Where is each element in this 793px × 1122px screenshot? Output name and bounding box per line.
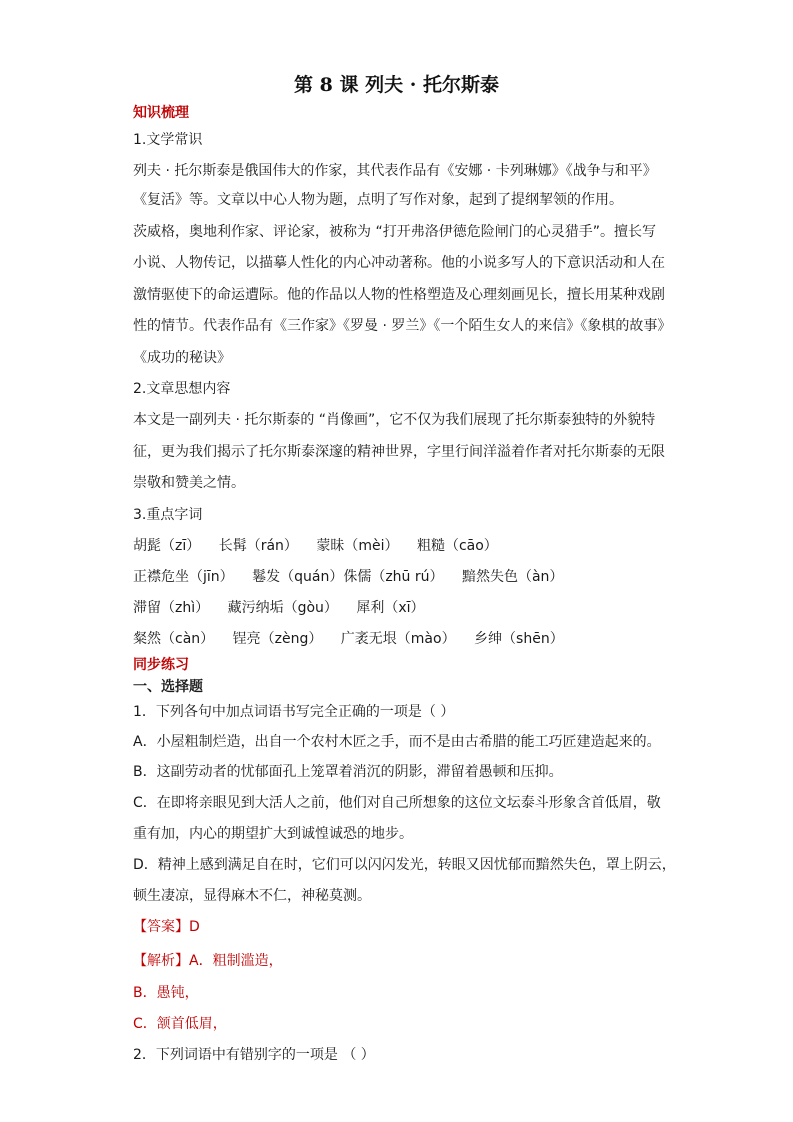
page-title: 第 8 课 列夫 · 托尔斯泰: [294, 74, 499, 96]
vocab-row: [133, 537, 512, 555]
paragraph-line: 小说、人物传记，以描摹人性化的内心冲动著称。他的小说多写人的下意识活动和人在: [133, 255, 665, 271]
question-1-option-a: A．小屋粗制烂造，出自一个农村木匠之手，而不是由古希腊的能工巧匠建造起来的。: [133, 734, 661, 750]
paragraph-line: 《成功的秘诀》: [133, 350, 231, 366]
vocab-item: 粲然（càn）: [133, 631, 215, 647]
vocab-item: 黯然失色（àn）: [461, 569, 564, 585]
question-1-option-b: B．这副劳动者的忧郁面孔上笼罩着消沉的阴影，滞留着愚顿和压抑。: [133, 764, 563, 780]
vocab-item: 广袤无垠（mào）: [340, 631, 456, 647]
vocab-item: 鬈发（quán）侏儒（zhū rú）: [252, 569, 444, 585]
paragraph-line: 《复活》等。文章以中心人物为题，点明了写作对象，起到了提纲挈领的作用。: [133, 192, 623, 208]
vocab-item: 藏污纳垢（gòu）: [227, 600, 338, 616]
vocab-item: 胡髭（zī）: [133, 538, 201, 554]
paragraph-line: 崇敬和赞美之情。: [133, 475, 245, 491]
subheading-key-words: 3.重点字词: [133, 507, 203, 523]
vocab-row: [133, 630, 578, 648]
paragraph-line: 性的情节。代表作品有《三作家》《罗曼 · 罗兰》《一个陌生女人的来信》《象棋的故事》: [133, 318, 672, 334]
vocab-row: [133, 599, 439, 617]
section-heading-practice: 同步练习: [133, 657, 189, 673]
subheading-content: 2.文章思想内容: [133, 381, 231, 397]
vocab-item: 犀利（xī）: [356, 600, 425, 616]
question-1: 1．下列各句中加点词语书写完全正确的一项是（ ）: [133, 704, 455, 720]
answer-label: 【答案】: [133, 919, 189, 935]
vocab-item: 正襟危坐（jīn）: [133, 569, 234, 585]
question-1-option-d-cont: 顿生凄凉，显得麻木不仁，神秘莫测。: [133, 888, 371, 904]
vocab-item: 蒙昧（mèi）: [316, 538, 399, 554]
paragraph-line: 激情驱使下的命运遭际。他的作品以人物的性格塑造及心理刻画见长，擅长用某种戏剧: [133, 287, 665, 303]
question-2: 2．下列词语中有错别字的一项是 （ ）: [133, 1047, 375, 1063]
paragraph-line: 茨威格，奥地利作家、评论家，被称为 “打开弗洛伊德危险闸门的心灵猎手”。擅长写: [133, 224, 656, 240]
vocab-item: 粗糙（cāo）: [416, 538, 498, 554]
vocab-item: 乡绅（shēn）: [474, 631, 564, 647]
analysis-item-a: A．粗制滥造，: [189, 953, 283, 969]
subheading-choice-questions: 一、选择题: [133, 679, 203, 695]
question-1-option-c: C．在即将亲眼见到大活人之前，他们对自己所想象的这位文坛泰斗形象含首低眉，敬: [133, 795, 661, 811]
question-1-option-d: D．精神上感到满足自在时，它们可以闪闪发光，转眼又因忧郁而黯然失色，罩上阴云，: [133, 857, 676, 873]
vocab-item: 锃亮（zèng）: [232, 631, 323, 647]
paragraph-line: 本文是一副列夫 · 托尔斯泰的 “肖像画”，它不仅为我们展现了托尔斯泰独特的外貌特: [133, 412, 656, 428]
answer-line: [133, 918, 200, 936]
vocab-item: 长髯（rán）: [218, 538, 298, 554]
vocab-row: [133, 568, 577, 586]
answer-value: D: [189, 919, 200, 935]
analysis-line: [133, 952, 283, 970]
paragraph-line: 列夫 · 托尔斯泰是俄国伟大的作家，其代表作品有《安娜 · 卡列琳娜》《战争与和平》: [133, 163, 657, 179]
paragraph-line: 征，更为我们揭示了托尔斯泰深邃的精神世界，字里行间洋溢着作者对托尔斯泰的无限: [133, 444, 665, 460]
analysis-item-b: B．愚钝，: [133, 985, 199, 1001]
section-heading-knowledge: 知识梳理: [133, 105, 189, 121]
vocab-item: 滞留（zhì）: [133, 600, 210, 616]
analysis-label: 【解析】: [133, 953, 189, 969]
question-1-option-c-cont: 重有加，内心的期望扩大到诚惶诚恐的地步。: [133, 826, 413, 842]
analysis-item-c: C．颔首低眉，: [133, 1016, 227, 1032]
subheading-literary-knowledge: 1.文学常识: [133, 132, 203, 148]
